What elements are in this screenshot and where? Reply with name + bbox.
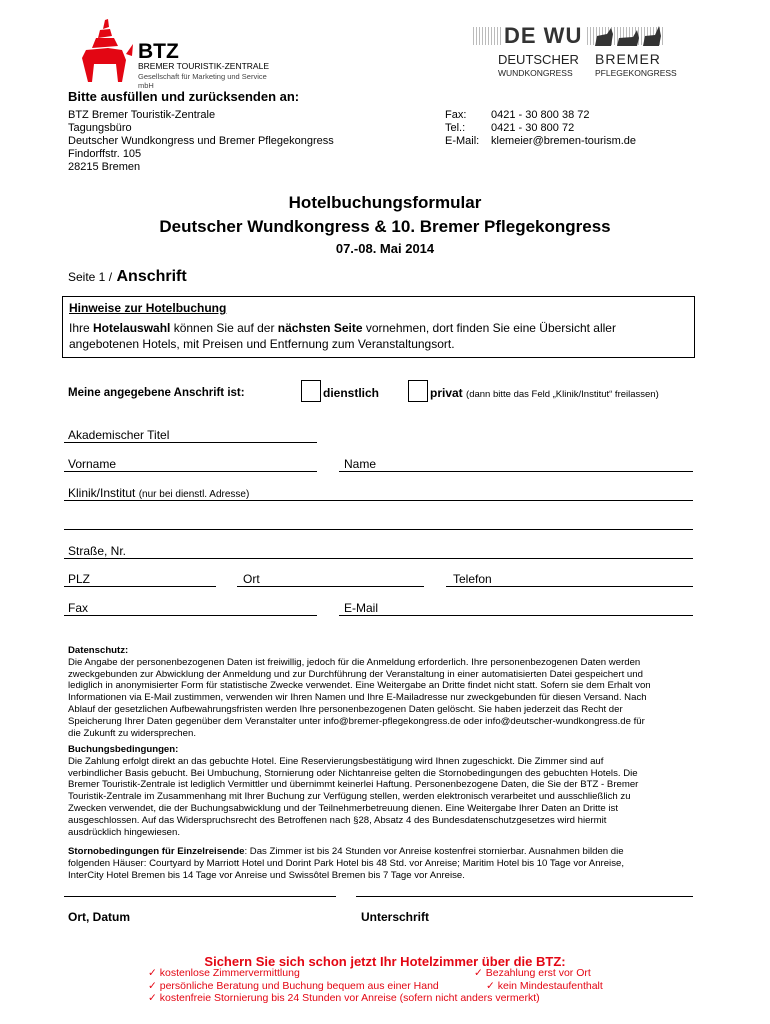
- notice-b2: nächsten Seite: [277, 321, 363, 335]
- text-line: Speicherung Ihrer Daten gegenüber dem Veranstalter unter info@bremer-pflegekongress.de oder info@deutscher-wundkongress.de für: [68, 715, 645, 727]
- klinik-field[interactable]: [64, 500, 693, 501]
- form-title: Hotelbuchungsformular: [288, 193, 482, 212]
- tel-label: Tel.:: [445, 122, 466, 134]
- ort-field[interactable]: [237, 586, 424, 587]
- text-line: Zwecken verwendet, die der Buchungsabwicklung und der Teilnehmerbetreuung dienen. Eine Weitergabe Ihrer Daten an Dritte ist: [68, 802, 619, 814]
- tel-number: 0421 - 30 800 72: [491, 122, 575, 134]
- notice-line2: angebotenen Hotels, mit Preisen und Entfernung zum Veranstaltungsort.: [69, 337, 455, 351]
- check-icon: ✓: [148, 992, 157, 1004]
- btz-logo: [78, 18, 278, 90]
- vorname-label: Vorname: [68, 457, 117, 471]
- email-label: E-Mail:: [445, 135, 480, 147]
- text-line: folgenden Häuser: Courtyard by Marriott Hotel und Dorint Park Hotel bis 48 Std. vor Anreise; Maritim Hotel bis 10 Tage vor Anreise,: [68, 857, 624, 869]
- event-date: 07.-08. Mai 2014: [335, 241, 435, 256]
- address-type-label: Meine angegebene Anschrift ist:: [68, 387, 245, 399]
- privat-note: (dann bitte das Feld „Klinik/Institut“ freilassen): [466, 389, 659, 400]
- text-line: InterCity Hotel Bremen bis 14 Tage vor Anreise und Swissôtel Bremen bis 7 Tage vor Anreise.: [68, 869, 465, 881]
- fax-label: Fax:: [445, 109, 467, 121]
- btz-name: BTZ: [138, 40, 179, 63]
- notice-t3: vornehmen, dort finden Sie eine Übersicht aller: [362, 321, 616, 335]
- titel-field[interactable]: [64, 442, 317, 443]
- klinik-label: [68, 486, 249, 500]
- promo-item: [148, 992, 628, 1005]
- unterschrift-label: Unterschrift: [361, 910, 430, 924]
- promo-item: [474, 980, 603, 993]
- ort-datum-field[interactable]: [64, 896, 336, 897]
- text-line: Die Angabe der personenbezogenen Daten ist freiwillig, jedoch für die Anmeldung erforderlich. Ihre personenbezogenen Daten werden: [68, 656, 641, 668]
- notice-t2: können Sie auf der: [170, 321, 278, 335]
- name-label: Name: [344, 457, 377, 471]
- address-block: [68, 109, 334, 174]
- dewu-left2: WUNDKONGRESS: [498, 68, 573, 78]
- promo-list-right: [474, 967, 603, 992]
- animals-icon: [593, 24, 665, 48]
- promo-item-text: kostenlose Zimmervermittlung: [159, 967, 300, 979]
- contact-block: [445, 109, 695, 148]
- text-line: die Zukunft zu widersprechen.: [68, 727, 196, 739]
- page-prefix: Seite 1 /: [68, 270, 113, 284]
- form-subtitle: Deutscher Wundkongress & 10. Bremer Pflegekongress: [159, 217, 611, 236]
- text-line: ausgeschlossen. Auf das Widerspruchsrecht des Betroffenen nach §28, Absatz 4 des Bundesdatenschutzgesetzes wird hiermit: [68, 814, 607, 826]
- privat-checkbox[interactable]: [408, 380, 428, 402]
- storno-heading: Stornobedingungen für Einzelreisende: [68, 846, 245, 857]
- dewu-left1: DEUTSCHER: [498, 52, 579, 67]
- fax-number: 0421 - 30 800 38 72: [491, 109, 590, 121]
- address-line: Tagungsbüro: [68, 122, 132, 134]
- check-icon: ✓: [474, 967, 483, 979]
- notice-b1: Hotelauswahl: [93, 321, 171, 335]
- vorname-field[interactable]: [64, 471, 317, 472]
- dewu-brand: DE WU: [501, 23, 585, 49]
- page-indicator: [68, 268, 187, 286]
- privat-label: [430, 386, 659, 400]
- buchung-section: [68, 744, 708, 838]
- telefon-label: Telefon: [453, 572, 492, 586]
- address-line: 28215 Bremen: [68, 161, 141, 173]
- notice-box: [62, 296, 695, 358]
- promo-item: [474, 967, 603, 980]
- text-line: lediglich in anonymisierter Form für statistische Zwecke verwendet. Eine Weitergabe an Dritte findet nicht statt. Sofern sie dem Erhalt von: [68, 680, 651, 692]
- ort-label: Ort: [243, 572, 260, 586]
- storno-first: : Das Zimmer ist bis 24 Stunden vor Anreise kostenfrei stornierbar. Ausnahmen bilden die: [244, 846, 624, 857]
- promo-heading: Sichern Sie sich schon jetzt Ihr Hotelzimmer über die BTZ:: [204, 954, 566, 969]
- dewu-right2: PFLEGEKONGRESS: [595, 68, 677, 78]
- titel-label: Akademischer Titel: [68, 428, 170, 442]
- notice-heading: Hinweise zur Hotelbuchung: [69, 301, 227, 315]
- address-line: Findorffstr. 105: [68, 148, 142, 160]
- storno-section: [68, 846, 708, 881]
- promo-item-text: kein Mindestaufenthalt: [497, 979, 603, 992]
- fax-field[interactable]: [64, 615, 317, 616]
- klinik-field-2[interactable]: [64, 529, 693, 530]
- text-line: zweckgebunden zur Abwicklung der Anmeldung und zur Durchführung der Veranstaltung in einer automatisierten Datei gespeichert und: [68, 668, 643, 680]
- notice-t1: Ihre: [69, 321, 94, 335]
- klinik-note: (nur bei dienstl. Adresse): [138, 489, 250, 500]
- promo-item-text: kostenfreie Stornierung bis 24 Stunden vor Anreise (sofern nicht anders vermerkt): [159, 992, 540, 1004]
- text-line: ausdrücklich hingewiesen.: [68, 826, 180, 838]
- buchung-heading: Buchungsbedingungen:: [68, 744, 179, 755]
- plz-field[interactable]: [64, 586, 216, 587]
- page-section: Anschrift: [116, 268, 187, 285]
- strasse-label: Straße, Nr.: [68, 544, 127, 558]
- email-address[interactable]: klemeier@bremen-tourism.de: [491, 135, 637, 147]
- check-icon: ✓: [148, 967, 157, 979]
- promo-item-text: persönliche Beratung und Buchung bequem aus einer Hand: [159, 979, 439, 992]
- klinik-text: Klinik/Institut: [68, 486, 136, 500]
- datenschutz-heading: Datenschutz:: [68, 645, 129, 656]
- telefon-field[interactable]: [446, 586, 693, 587]
- plz-label: PLZ: [68, 572, 91, 586]
- btz-line1: BREMER TOURISTIK-ZENTRALE: [138, 61, 269, 71]
- notice-text: [69, 320, 689, 352]
- text-line: Die Zahlung erfolgt direkt an das gebuchte Hotel. Eine Reservierungsbestätigung wird Ihnen zugeschickt. Die Zimmer sind auf: [68, 755, 604, 767]
- unterschrift-field[interactable]: [356, 896, 693, 897]
- ort-datum-label: Ort, Datum: [68, 910, 131, 924]
- dewu-right1: BREMER: [595, 51, 661, 67]
- btz-line2: Gesellschaft für Marketing und Service mbH: [138, 72, 267, 90]
- check-icon: ✓: [486, 979, 495, 992]
- text-line: Touristik-Zentrale im Zusammenhang mit Ihrer Buchung zur Verfügung stellen, werden elektronisch verarbeitet und ausschließlich zu: [68, 791, 631, 803]
- address-line: Deutscher Wundkongress und Bremer Pflegekongress: [68, 135, 334, 147]
- name-field[interactable]: [339, 471, 693, 472]
- town-musicians-icon: [78, 18, 134, 83]
- email-field-label: E-Mail: [344, 601, 379, 615]
- dienstlich-label: dienstlich: [323, 386, 380, 400]
- datenschutz-section: [68, 645, 708, 739]
- strasse-field[interactable]: [64, 558, 693, 559]
- text-line: Bremer Touristik-Zentrale ist lediglich Vermittler und übernimmt keinerlei Haftung. Personenbezogene Daten, die Sie der BTZ - Bremer: [68, 779, 639, 791]
- promo-item-text: Bezahlung erst vor Ort: [485, 967, 591, 979]
- text-line: Informationen via E-Mail zustimmen, verwenden wir Ihren Namen und Ihre E-Mailadresse nur zweckgebunden für diesen Versand. Nach: [68, 692, 647, 704]
- dewu-logo: [473, 22, 677, 82]
- check-icon: ✓: [148, 979, 157, 992]
- dienstlich-checkbox[interactable]: [301, 380, 321, 402]
- email-field[interactable]: [339, 615, 693, 616]
- privat-text: privat: [430, 386, 463, 400]
- text-line: verbindlicher Basis gebucht. Bei Umbuchung, Stornierung oder Nichtanreise gelten die Stornobedingungen des gebuchten Hotels. Die: [68, 767, 638, 779]
- send-heading: Bitte ausfüllen und zurücksenden an:: [68, 89, 300, 104]
- text-line: Ablauf der gesetzlichen Aufbewahrungsfristen werden Ihre personenbezogenen Daten gelöscht. Sie haben jederzeit das Recht der: [68, 703, 623, 715]
- address-line: BTZ Bremer Touristik-Zentrale: [68, 109, 216, 121]
- fax-field-label: Fax: [68, 601, 89, 615]
